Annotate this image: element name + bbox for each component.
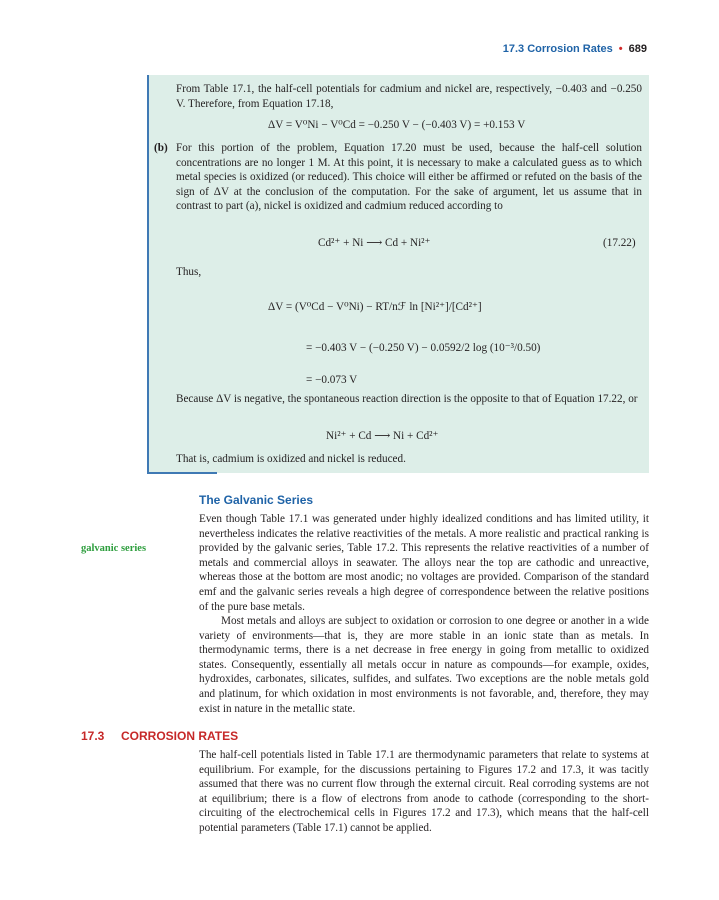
example-box-rule [147, 75, 149, 473]
reaction-reverse: Ni²⁺ + Cd ⟶ Ni + Cd²⁺ [326, 430, 439, 442]
page-number: 689 [628, 43, 647, 55]
example-box-bottom-rule [147, 472, 217, 474]
running-header [503, 43, 647, 55]
galvanic-paragraph-2: Most metals and alloys are subject to oxidation or corrosion to one degree or another in a wide variety of environments—that is, they are more stable in an ionic state than as metals. In thermodynamic terms, there is a net decrease in free energy in going from metallic to oxidized states. Consequently, essentially all metals occur in nature as compounds—for example, oxides, hydroxides, carbonates, silicates, sulfides, and sulfates. Two exceptions are the noble metals gold and platinum, for which oxidation in most environments is not favorable, and, therefore, they may exist in nature in the metallic state. [199, 615, 649, 715]
margin-term: galvanic series [81, 543, 147, 554]
section-heading: CORROSION RATES [121, 729, 239, 743]
reaction-17-22: Cd²⁺ + Ni ⟶ Cd + Ni²⁺ [318, 237, 431, 249]
example-intro: From Table 17.1, the half-cell potentials for cadmium and nickel are, respectively, −0.403 and −0.250 V. Therefore, from Equation 17.18, [176, 83, 642, 110]
equation-step-3: = −0.073 V [306, 374, 358, 386]
galvanic-heading: The Galvanic Series [199, 493, 314, 507]
thus-label: Thus, [176, 266, 202, 278]
conclusion-text: Because ΔV is negative, the spontaneous reaction direction is the opposite to that of Equation 17.22, or [176, 393, 638, 405]
part-b-label: (b) [154, 142, 168, 154]
section-number: 17.3 [81, 729, 105, 743]
galvanic-paragraph-1: Even though Table 17.1 was generated under highly idealized conditions and has limited utility, it nevertheless indicates the relative reactivities of the metals. A more realistic and practical ranking is provided by the galvanic series, Table 17.2. This represents the relative reactivities of a number of metals and commercial alloys in seawater. The alloys near the top are cathodic and unreactive, whereas those at the bottom are most anodic; no voltages are provided. Comparison of the standard emf and the galvanic series reveals a high degree of correspondence between the relative positions of the pure base metals. [199, 513, 649, 613]
header-section: 17.3 Corrosion Rates [502, 43, 613, 55]
equation-a: ΔV = V⁰Ni − V⁰Cd = −0.250 V − (−0.403 V) = +0.153 V [268, 119, 526, 131]
rates-paragraph-1: The half-cell potentials listed in Table 17.1 are thermodynamic parameters that relate to systems at equilibrium. For example, for the discussions pertaining to Figures 17.2 and 17.3, it was tacitly assumed that there was no current flow through the external circuit. Real corroding systems are not at equilibrium; there is a flow of electrons from anode to cathode (corresponding to the short-circuiting of the electrochemical cells in Figures 17.2 and 17.3), which means that the half-cell potential parameters (Table 17.1) cannot be applied. [199, 749, 649, 834]
header-bullet: • [618, 43, 623, 55]
equation-number: (17.22) [603, 237, 636, 249]
part-b-text: For this portion of the problem, Equation 17.20 must be used, because the half-cell solution concentrations are no longer 1 M. At this point, it is necessary to make a calculated guess as to which metal species is oxidized (or reduced). This choice will either be affirmed or refuted on the basis of the sign of ΔV at the conclusion of the computation. For the sake of argument, let us assume that in contrast to part (a), nickel is oxidized and cadmium reduced according to [176, 142, 642, 213]
final-statement: That is, cadmium is oxidized and nickel is reduced. [176, 453, 406, 465]
example-box [147, 75, 649, 473]
equation-step-1: ΔV = (V⁰Cd − V⁰Ni) − RT/nℱ ln [Ni²⁺]/[Cd²⁺] [268, 301, 482, 313]
equation-step-2: = −0.403 V − (−0.250 V) − 0.0592/2 log (10⁻³/0.50) [306, 342, 541, 354]
